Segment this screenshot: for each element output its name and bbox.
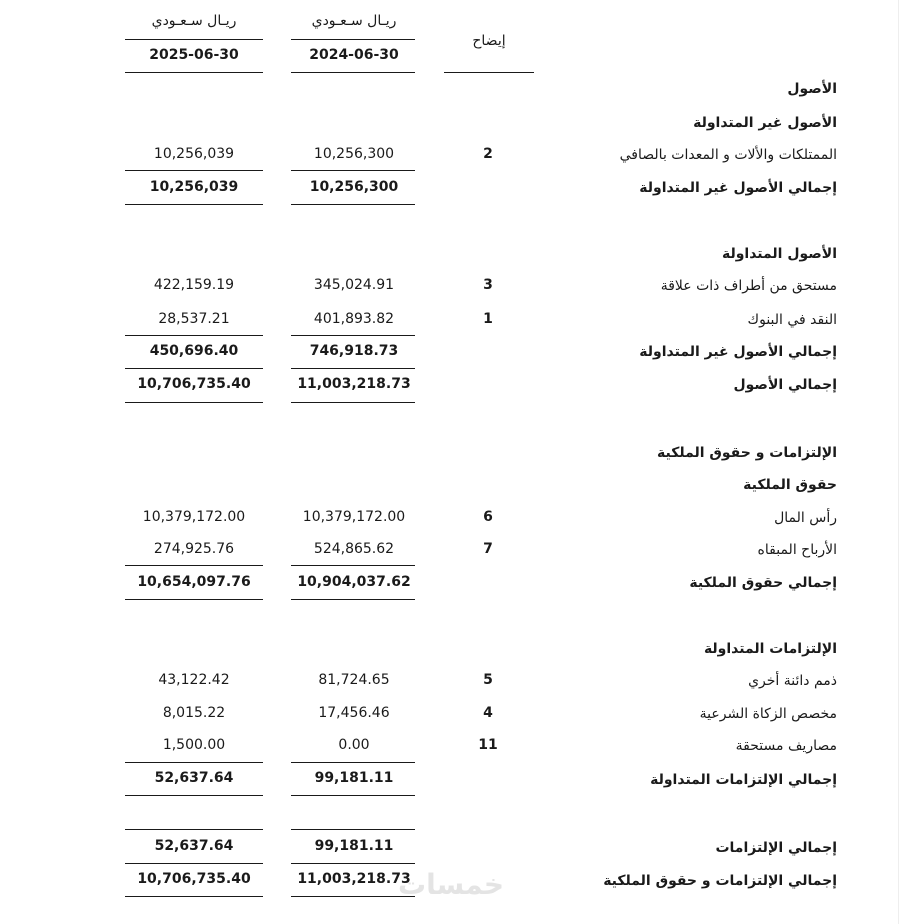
row-label-cash: النقد في البنوك [747, 312, 837, 328]
row-label-total-non-current: إجمالي الأصول غير المتداولة [639, 180, 837, 196]
row-value-2024-total-liabilities-equity: 11,003,218.73 [297, 871, 411, 887]
rule [125, 863, 263, 864]
row-note-retained: 7 [483, 541, 493, 557]
date-header-2025: 2025-06-30 [149, 47, 239, 63]
row-value-2025-total-assets: 10,706,735.40 [137, 376, 251, 392]
row-value-2025-payables: 43,122.42 [158, 672, 230, 688]
row-value-2025-total-liabilities-equity: 10,706,735.40 [137, 871, 251, 887]
row-value-2025-total-equity: 10,654,097.76 [137, 574, 251, 590]
row-value-2024-zakat: 17,456.46 [318, 705, 390, 721]
row-note-payables: 5 [483, 672, 493, 688]
header-line-2025 [125, 39, 263, 40]
row-label-total-assets: إجمالي الأصول [733, 377, 837, 393]
row-label-total-equity: إجمالي حقوق الملكية [689, 575, 837, 591]
section-non-current-assets: الأصول غير المتداولة [693, 115, 837, 131]
page-edge [898, 0, 899, 924]
note-header: إيضاح [472, 33, 506, 49]
row-value-2025-ppe: 10,256,039 [153, 146, 235, 162]
rule [125, 599, 263, 600]
rule [125, 402, 263, 403]
row-note-accrued: 11 [478, 737, 498, 753]
row-value-2025-total-liabilities: 52,637.64 [154, 838, 234, 854]
row-value-2024-ppe: 10,256,300 [313, 146, 395, 162]
rule [291, 335, 415, 336]
row-label-retained: الأرباح المبقاه [757, 542, 837, 558]
row-label-total-current: إجمالي الأصول غير المتداولة [639, 344, 837, 360]
rule [291, 402, 415, 403]
rule [125, 368, 263, 369]
row-note-cash: 1 [483, 311, 493, 327]
section-current-liabilities: الإلتزامات المتداولة [703, 641, 837, 657]
row-label-ppe: الممتلكات والألات و المعدات بالصافي [619, 147, 837, 163]
row-value-2024-retained: 524,865.62 [313, 541, 395, 557]
row-value-2024-total-current-liabilities: 99,181.11 [314, 770, 394, 786]
rule [125, 170, 263, 171]
rule [291, 863, 415, 864]
row-value-2024-capital: 10,379,172.00 [302, 509, 406, 525]
row-label-total-liabilities: إجمالي الإلتزامات [715, 840, 837, 856]
rule [291, 204, 415, 205]
date-header-2024: 2024-06-30 [309, 47, 399, 63]
rule [291, 565, 415, 566]
row-note-zakat: 4 [483, 705, 493, 721]
row-value-2025-capital: 10,379,172.00 [142, 509, 246, 525]
rule [291, 170, 415, 171]
currency-header-2024: ريـال سـعـودي [311, 13, 397, 29]
rule [291, 896, 415, 897]
rule [125, 335, 263, 336]
date-line-2025 [125, 72, 263, 73]
row-value-2024-total-liabilities: 99,181.11 [314, 838, 394, 854]
note-header-line [444, 72, 534, 73]
currency-header-2025: ريـال سـعـودي [151, 13, 237, 29]
row-value-2024-total-equity: 10,904,037.62 [297, 574, 411, 590]
row-value-2025-total-non-current: 10,256,039 [149, 179, 239, 195]
row-value-2024-total-assets: 11,003,218.73 [297, 376, 411, 392]
rule [291, 829, 415, 830]
section-current-assets: الأصول المتداولة [721, 246, 837, 262]
rule [125, 204, 263, 205]
rule [291, 762, 415, 763]
row-note-ppe: 2 [483, 146, 493, 162]
watermark-logo: خمسات [398, 868, 505, 901]
row-label-total-liabilities-equity: إجمالي الإلتزامات و حقوق الملكية [603, 873, 837, 889]
row-value-2024-payables: 81,724.65 [318, 672, 390, 688]
row-label-related: مستحق من أطراف ذات علاقة [660, 278, 837, 294]
rule [125, 795, 263, 796]
date-line-2024 [291, 72, 415, 73]
row-label-capital: رأس المال [774, 510, 837, 526]
row-label-payables: ذمم دائنة أخري [748, 673, 837, 689]
row-value-2025-retained: 274,925.76 [153, 541, 235, 557]
section-equity: حقوق الملكية [743, 477, 837, 493]
row-value-2024-cash: 401,893.82 [313, 311, 395, 327]
row-value-2024-accrued: 0.00 [338, 737, 370, 753]
rule [291, 599, 415, 600]
row-label-zakat: مخصص الزكاة الشرعية [699, 706, 837, 722]
section-liabilities-equity: الإلتزامات و حقوق الملكية [657, 445, 837, 461]
rule [291, 368, 415, 369]
row-value-2025-zakat: 8,015.22 [162, 705, 226, 721]
row-value-2024-total-current: 746,918.73 [309, 343, 399, 359]
rule [125, 762, 263, 763]
row-note-capital: 6 [483, 509, 493, 525]
header-line-2024 [291, 39, 415, 40]
rule [291, 795, 415, 796]
row-value-2025-total-current-liabilities: 52,637.64 [154, 770, 234, 786]
row-value-2025-cash: 28,537.21 [158, 311, 230, 327]
rule [125, 565, 263, 566]
row-note-related: 3 [483, 277, 493, 293]
row-value-2025-total-current: 450,696.40 [149, 343, 239, 359]
row-value-2025-accrued: 1,500.00 [162, 737, 226, 753]
row-value-2024-total-non-current: 10,256,300 [309, 179, 399, 195]
section-assets: الأصول [787, 81, 837, 97]
row-label-total-current-liabilities: إجمالي الإلتزامات المتداولة [650, 772, 837, 788]
row-value-2025-related: 422,159.19 [153, 277, 235, 293]
rule [125, 896, 263, 897]
rule [125, 829, 263, 830]
row-label-accrued: مصاريف مستحقة [735, 738, 837, 754]
row-value-2024-related: 345,024.91 [313, 277, 395, 293]
